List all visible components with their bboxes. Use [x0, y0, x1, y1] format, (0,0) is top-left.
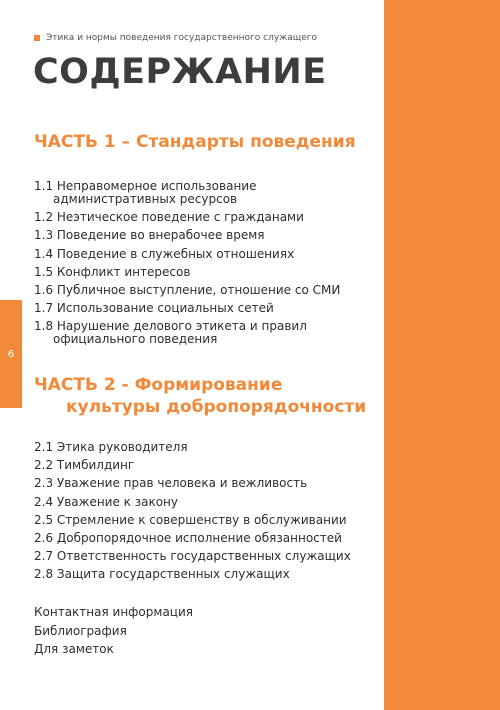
page-number-tab	[0, 300, 22, 408]
toc-item[interactable]: 2.4 Уважение к закону	[34, 494, 179, 509]
toc-item[interactable]: 2.2 Тимбилдинг	[34, 458, 135, 473]
toc-item[interactable]: 1.6 Публичное выступление, отношение со СМИ	[34, 282, 341, 297]
part1-list	[34, 180, 340, 352]
bullet-square-icon	[34, 35, 40, 41]
toc-item[interactable]: 1.1 Неправомерное использование административных ресурсов	[34, 179, 257, 206]
page-title: СОДЕРЖАНИЕ	[33, 52, 327, 92]
toc-item[interactable]: 1.3 Поведение во внерабочее время	[34, 228, 265, 243]
toc-item[interactable]: 1.2 Неэтическое поведение с гражданами	[34, 210, 304, 225]
toc-item[interactable]: 1.7 Использование социальных сетей	[34, 301, 274, 316]
toc-item[interactable]: 2.7 Ответственность государственных служащих	[34, 549, 351, 564]
running-header	[34, 33, 317, 43]
page-number: 6	[7, 348, 15, 360]
part2-title-line2: культуры добропорядочности	[66, 397, 367, 417]
part1-title: ЧАСТЬ 1 – Стандарты поведения	[34, 132, 356, 152]
part2-list	[34, 441, 351, 587]
notes-link[interactable]: Для заметок	[34, 642, 114, 656]
toc-item[interactable]: 1.5 Конфликт интересов	[34, 264, 191, 279]
toc-item[interactable]: 2.3 Уважение прав человека и вежливость	[34, 476, 308, 491]
toc-item[interactable]: 1.4 Поведение в служебных отношениях	[34, 246, 295, 261]
part2-title	[34, 374, 366, 418]
toc-item[interactable]: 2.1 Этика руководителя	[34, 440, 188, 454]
contacts-link[interactable]: Контактная информация	[34, 605, 193, 619]
bibliography-link[interactable]: Библиография	[34, 623, 127, 638]
toc-item[interactable]: 1.8 Нарушение делового этикета и правил официального поведения	[34, 319, 307, 347]
toc-item[interactable]: 2.8 Защита государственных служащих	[34, 567, 290, 582]
part2-title-line1: ЧАСТЬ 2 - Формирование	[34, 375, 283, 395]
running-header-text: Этика и нормы поведения государственного служащего	[46, 33, 318, 43]
extras-list	[34, 603, 193, 659]
orange-side-band	[384, 0, 500, 710]
toc-item[interactable]: 2.6 Добропорядочное исполнение обязанностей	[34, 530, 342, 545]
toc-item[interactable]: 2.5 Стремление к совершенству в обслуживании	[34, 512, 347, 527]
